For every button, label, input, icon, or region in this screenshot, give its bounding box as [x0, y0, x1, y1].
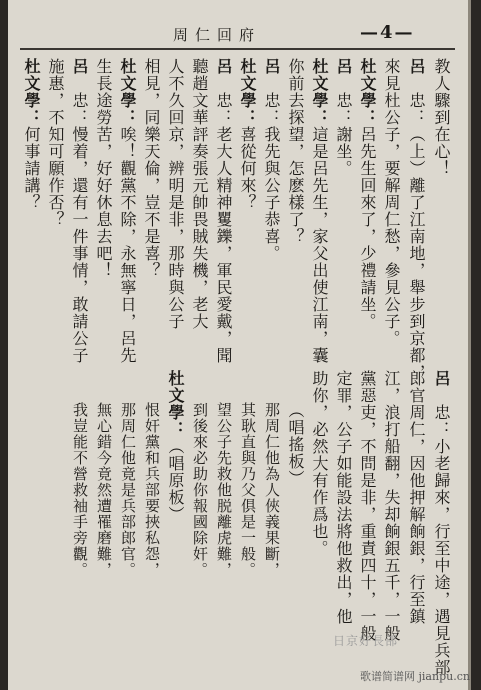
text-column: 郎官周仁，因他押解餉銀，行至鎮 — [407, 370, 426, 625]
text-column: 教人驟到在心！ — [432, 58, 451, 177]
lyric-column: 那周仁他竟是兵部郎官。 — [119, 402, 137, 578]
text-column: 人不久回京，辨明是非，那時與公子 — [166, 58, 185, 330]
lyric-column: 望公子先救他脱離虎難， — [215, 402, 233, 578]
text-column: 呂 忠：老大人精神矍鑠，軍民愛戴，聞 — [214, 58, 233, 364]
text-column: 你前去探望，怎麽樣了？ — [286, 58, 305, 245]
page-header — [8, 22, 471, 44]
page-number: —4— — [360, 22, 415, 43]
stage-direction: （唱搖板） — [286, 402, 305, 487]
running-title: 周仁回府 — [173, 26, 262, 44]
text-column: 定罪，公子如能設法將他救出，他 — [334, 370, 353, 625]
text-column: 相見，同樂天倫，豈不是喜？ — [142, 58, 161, 279]
text-column: 黨惡吏，不問是非，重責四十，一般 — [358, 370, 377, 642]
text-column: 江，浪打船翻，失却餉銀五千，一般 — [382, 370, 401, 642]
text-column: 來見杜公子，要解周仁愁，參見公子。 — [382, 58, 401, 347]
text-column: 呂 忠：慢着，還有一件事情，敢請公子 — [70, 58, 89, 364]
script-page — [8, 0, 471, 690]
text-column: 施惠，不知可願作否？ — [46, 58, 65, 228]
text-column: 杜文學：這是呂先生，家父出使江南，囊 — [310, 58, 329, 364]
text-column: 杜文學：呂先生回來了，少禮請坐。 — [358, 58, 377, 330]
lyric-column: 恨奸黨和兵部要挾私怨， — [143, 402, 161, 578]
text-column: 呂 忠：謝坐。 — [334, 58, 353, 177]
text-column: 呂 忠：（上）離了江南地，舉步到京都， — [407, 58, 426, 381]
lyric-column: 到後來必助你報國除奸。 — [191, 402, 209, 578]
text-column: 杜文學：何事請講？ — [22, 58, 41, 211]
lyric-column: 我豈能不營救袖手旁觀。 — [71, 402, 89, 578]
source-credit: 歌谱简谱网 jianpu.cn — [360, 670, 470, 683]
text-column: 杜文學：唉！觀黨不除，永無寧日，呂先 — [118, 58, 137, 364]
page-edge — [468, 0, 471, 690]
lyric-column: 其耿直與乃父俱是一般。 — [239, 402, 257, 578]
text-column: 生長途勞苦，好好休息去吧！ — [94, 58, 113, 279]
text-column: 杜文學：喜從何來？ — [238, 58, 257, 211]
watermark: 日京好長部 — [333, 634, 399, 648]
text-column: 杜文學：（唱原板） — [166, 370, 185, 523]
text-column: 呂 忠：我先與公子恭喜。 — [262, 58, 281, 262]
text-column: 呂 忠：小老歸來，行至中途，遇見兵部 — [432, 370, 451, 676]
header-rule — [20, 48, 455, 50]
text-column: 聽趙文華評奏張元帥畏賊失機，老大 — [190, 58, 209, 330]
lyric-column: 無心錯今竟然遭罹磨難， — [95, 402, 113, 578]
text-column: 助你，必然大有作爲也。 — [310, 370, 329, 557]
lyric-column: 那周仁他為人俠義果斷， — [263, 402, 281, 578]
